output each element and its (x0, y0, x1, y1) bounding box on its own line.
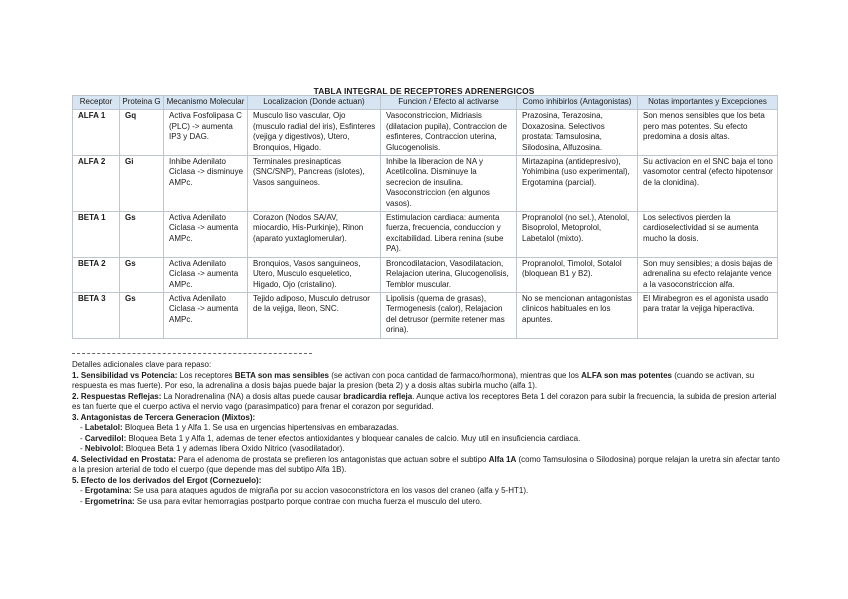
location-cell: Tejido adiposo, Musculo detrusor de la vejiga, Ileon, SNC. (248, 292, 381, 338)
note-label: 5. Efecto de los derivados del Ergot (Cornezuelo): (72, 475, 262, 485)
location-cell: Musculo liso vascular, Ojo (musculo radial del iris), Esfinteres (vejiga y digestivos), Utero, Bronquios, Higado. (248, 110, 381, 156)
note-subitem: - Nebivolol: Bloquea Beta 1 y ademas libera Oxido Nitrico (vasodilatador). (80, 444, 345, 453)
note-emphasis: ALFA son mas potentes (581, 370, 672, 380)
drug-name: Ergometrina: (84, 496, 135, 506)
protein-cell: Gs (120, 212, 164, 258)
note-text: La Noradrenalina (NA) a dosis altas puede causar (161, 391, 344, 401)
notes-cell: Los selectivos pierden la cardioselectividad si se aumenta mucho la dosis. (638, 212, 778, 258)
column-header: Funcion / Efecto al activarse (381, 96, 517, 110)
drug-text: Se usa para ataques agudos de migraña por su accion vasoconstrictora en los vasos del craneo (alfa y 5-HT1). (131, 486, 529, 495)
receptor-cell: ALFA 2 (73, 156, 120, 212)
note-third-generation (72, 413, 782, 424)
receptor-table (72, 95, 778, 339)
column-header: Notas importantes y Excepciones (638, 96, 778, 110)
drug-text: Se usa para evitar hemorragias postparto porque contrae con mucha fuerza el musculo del utero. (134, 496, 482, 506)
note-subitem: - Ergometrina: Se usa para evitar hemorragias postparto porque contrae con mucha fuerza el musculo del utero. (80, 496, 482, 506)
note-label: 3. Antagonistas de Tercera Generacion (Mixtos): (72, 412, 256, 422)
note-text: (cuando se activan, su respuesta es mas fuerte). Por eso, la adrenalina a dosis bajas puede bajar la presion (beta 2) y a dosis altas subirla mucho (alfa 1). (72, 370, 755, 390)
note-reflex (72, 392, 782, 413)
page-title: TABLA INTEGRAL DE RECEPTORES ADRENERGICOS (313, 86, 535, 96)
column-header: Mecanismo Molecular (164, 96, 248, 110)
notes-cell: El Mirabegron es el agonista usado para tratar la vejiga hiperactiva. (638, 292, 778, 338)
protein-cell: Gs (120, 292, 164, 338)
note-emphasis: Alfa 1A (488, 454, 517, 464)
receptor-cell: BETA 2 (73, 257, 120, 292)
receptor-cell: BETA 1 (73, 212, 120, 258)
antagonists-cell: Prazosina, Terazosina, Doxazosina. Selectivos prostata: Tamsulosina, Silodosina, Alfuzosina. (517, 110, 638, 156)
note-ergot (72, 476, 782, 487)
antagonists-cell: Propranolol (no sel.), Atenolol, Bisoprolol, Metoprolol, Labetalol (mixto). (517, 212, 638, 258)
column-header: Receptor (73, 96, 120, 110)
note-text: . Aunque activa los receptores Beta 1 del corazon para subir la frecuencia, la subida de presion arterial es tan fuerte que el cuerpo activa el nervio vago (parasimpatico) para frenar el corazon por seguridad. (72, 391, 777, 411)
note-emphasis: bradicardia refleja (343, 391, 413, 401)
note-text: (se activan con poca cantidad de farmaco/hormona), mientras que los (329, 370, 582, 380)
drug-text: Bloquea Beta 1 y Alfa 1. Se usa en urgencias hipertensivas en embarazadas. (122, 423, 399, 432)
table-row (73, 257, 778, 292)
drug-name: Ergotamina: (84, 486, 132, 495)
note-label: 2. Respuestas Reflejas: (72, 391, 162, 401)
receptor-cell: ALFA 1 (73, 110, 120, 156)
drug-name: Labetalol: (84, 423, 123, 432)
drug-name: Nebivolol: (84, 444, 124, 453)
function-cell: Broncodilatacion, Vasodilatacion, Relajacion uterina, Glucogenolisis, Temblor muscular. (381, 257, 517, 292)
drug-name: Carvedilol: (84, 433, 127, 443)
note-prostate (72, 455, 782, 476)
table-header-row (73, 96, 778, 110)
table-row (73, 110, 778, 156)
note-subitem: - Labetalol: Bloquea Beta 1 y Alfa 1. Se usa en urgencias hipertensivas en embarazadas. (80, 423, 399, 432)
antagonists-cell: No se mencionan antagonistas clinicos habituales en los apuntes. (517, 292, 638, 338)
notes-cell: Son menos sensibles que los beta pero mas potentes. Su efecto predomina a dosis altas. (638, 110, 778, 156)
note-emphasis: BETA son mas sensibles (234, 370, 330, 380)
antagonists-cell: Propranolol, Timolol, Sotalol (bloquean B1 y B2). (517, 257, 638, 292)
protein-cell: Gi (120, 156, 164, 212)
table-row (73, 292, 778, 338)
receptor-cell: BETA 3 (73, 292, 120, 338)
protein-cell: Gq (120, 110, 164, 156)
protein-cell: Gs (120, 257, 164, 292)
function-cell: Inhibe la liberacion de NA y Acetilcolina. Disminuye la secrecion de insulina. Vasoconstriccion (en algunos vasos). (381, 156, 517, 212)
mechanism-cell: Activa Fosfolipasa C (PLC) -> aumenta IP3 y DAG. (164, 110, 248, 156)
note-label: 1. Sensibilidad vs Potencia: (72, 370, 178, 380)
note-text: Para el adenoma de prostata se prefieren los antagonistas que actuan sobre el subtipo (176, 454, 489, 464)
mechanism-cell: Activa Adenilato Ciclasa -> aumenta AMPc. (164, 212, 248, 258)
location-cell: Terminales presinapticas (SNC/SNP), Pancreas (islotes), Vasos sanguineos. (248, 156, 381, 212)
function-cell: Vasoconstriccion, Midriasis (dilatacion pupila), Contraccion de esfinteres, Contraccion uterina, Glucogenolisis. (381, 110, 517, 156)
notes-intro: Detalles adicionales clave para repaso: (72, 360, 212, 369)
note-subitem: - Ergotamina: Se usa para ataques agudos de migraña por su accion vasoconstrictora en los vasos del craneo (alfa y 5-HT1). (80, 486, 529, 495)
table-row (73, 212, 778, 258)
antagonists-cell: Mirtazapina (antidepresivo), Yohimbina (uso experimental), Ergotamina (parcial). (517, 156, 638, 212)
location-cell: Corazon (Nodos SA/AV, miocardio, His-Purkinje), Rinon (aparato yuxtaglomerular). (248, 212, 381, 258)
drug-text: Bloquea Beta 1 y ademas libera Oxido Nitrico (vasodilatador). (123, 444, 345, 453)
mechanism-cell: Inhibe Adenilato Ciclasa -> disminuye AMPc. (164, 156, 248, 212)
separator-line (72, 353, 312, 354)
mechanism-cell: Activa Adenilato Ciclasa -> aumenta AMPc. (164, 292, 248, 338)
notes-cell: Son muy sensibles; a dosis bajas de adrenalina su efecto relajante vence a la vasoconstriccion alfa. (638, 257, 778, 292)
notes-cell: Su activacion en el SNC baja el tono vasomotor central (efecto hipotensor de la clonidina). (638, 156, 778, 212)
note-subitem: - Carvedilol: Bloquea Beta 1 y Alfa 1, ademas de tener efectos antioxidantes y bloquear canales de calcio. Muy util en insuficiencia cardiaca. (80, 433, 581, 443)
note-sensitivity (72, 371, 782, 392)
table-row (73, 156, 778, 212)
note-text: (como Tamsulosina o Silodosina) porque relajan la uretra sin afectar tanto a la presion arterial de todo el cuerpo (que depende mas del subtipo Alfa 1B). (72, 454, 780, 474)
column-header: Localizacion (Donde actuan) (248, 96, 381, 110)
note-label: 4. Selectividad en Prostata: (72, 454, 177, 464)
note-text: Los receptores (177, 370, 235, 380)
function-cell: Lipolisis (quema de grasas), Termogenesis (calor), Relajacion del detrusor (permite retener mas orina). (381, 292, 517, 338)
location-cell: Bronquios, Vasos sanguineos, Utero, Musculo esqueletico, Higado, Ojo (cristalino). (248, 257, 381, 292)
mechanism-cell: Activa Adenilato Ciclasa -> aumenta AMPc. (164, 257, 248, 292)
additional-notes (72, 360, 782, 507)
column-header: Como inhibirlos (Antagonistas) (517, 96, 638, 110)
column-header: Proteina G (120, 96, 164, 110)
drug-text: Bloquea Beta 1 y Alfa 1, ademas de tener efectos antioxidantes y bloquear canales de calcio. Muy util en insuficiencia cardiaca. (126, 433, 581, 443)
function-cell: Estimulacion cardiaca: aumenta fuerza, frecuencia, conduccion y excitabilidad. Libera renina (sube PA). (381, 212, 517, 258)
